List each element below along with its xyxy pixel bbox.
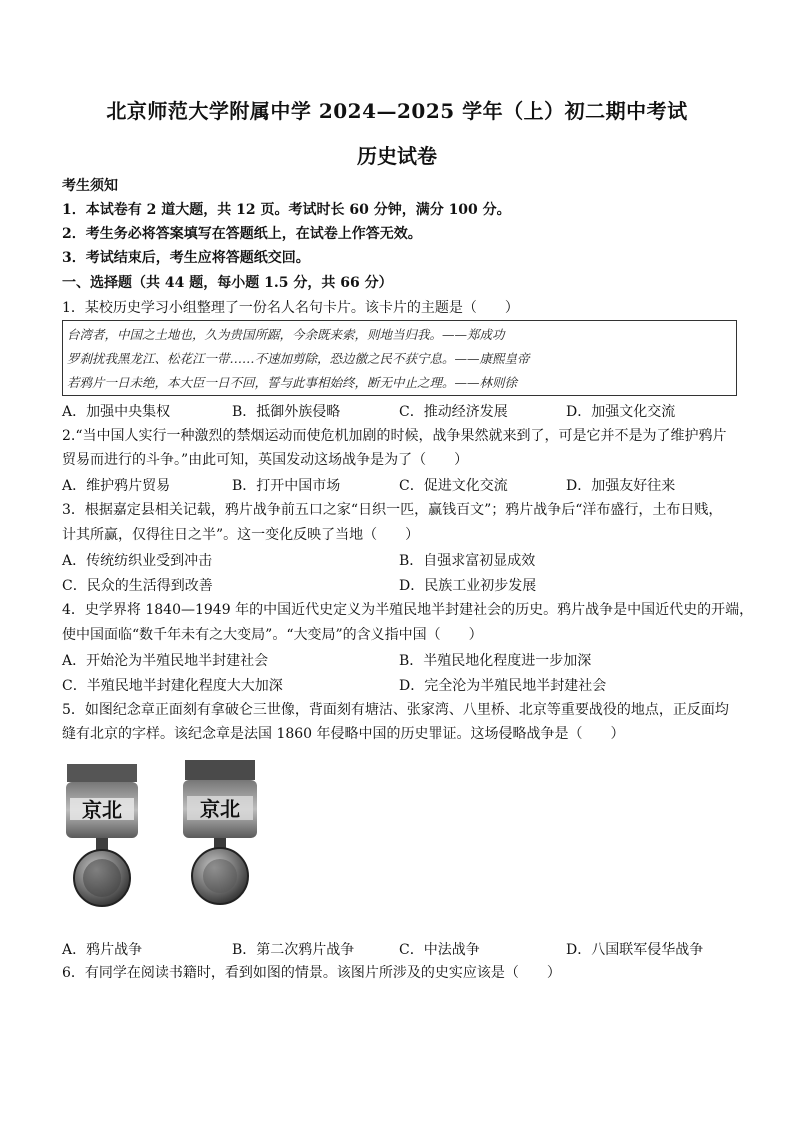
option-d: D．完全沦为半殖民地半封建社会 [399,678,607,694]
notice-item: 2．考生务必将答案填写在答题纸上，在试卷上作答无效。 [62,226,422,242]
question-stem: 缝有北京的字样。该纪念章是法国 1860 年侵略中国的历史罪证。这场侵略战争是（ ） [62,726,625,742]
medal-photo [62,754,272,924]
question-stem: 1．某校历史学习小组整理了一份名人名句卡片。该卡片的主题是（ ） [62,300,519,316]
option-c: C．民众的生活得到改善 [62,578,213,594]
medal-front-text: 京北 [82,798,122,822]
option-a: A．维护鸦片贸易 [62,478,171,494]
question-stem: 使中国面临“数千年未有之大变局”。“大变局”的含义指中国（ ） [62,627,483,643]
option-a: A．传统纺织业受到冲击 [62,553,213,569]
option-b: B．打开中国市场 [232,478,341,494]
option-c: C．半殖民地半封建化程度大大加深 [62,678,283,694]
option-c: C．中法战争 [399,942,480,958]
option-b: B．半殖民地化程度进一步加深 [399,653,592,669]
medal-back [183,760,257,904]
option-b: B．第二次鸦片战争 [232,942,355,958]
option-a: A．鸦片战争 [62,942,143,958]
exam-title: 北京师范大学附属中学 2024—2025 学年（上）初二期中考试 [106,99,688,123]
medal-front [66,764,138,906]
option-d: D．加强友好往来 [566,478,676,494]
question-stem: 贸易而进行的斗争。”由此可知，英国发动这场战争是为了（ ） [62,452,469,468]
question-stem: 4．史学界将 1840—1949 年的中国近代史定义为半殖民地半封建社会的历史。鸦片战争是中国近代史的开端， [62,602,754,618]
quote-line: 罗刹扰我黑龙江、松花江一带……不速加剪除，恐边徼之民不获宁息。——康熙皇帝 [67,351,530,366]
medal-illustration [62,754,272,924]
exam-subtitle: 历史试卷 [357,144,437,168]
notice-heading: 考生须知 [62,178,118,194]
option-d: D．民族工业初步发展 [399,578,537,594]
option-d: D．加强文化交流 [566,404,676,420]
question-stem: 计其所赢，仅得往日之半”。这一变化反映了当地（ ） [62,527,420,543]
option-c: C．推动经济发展 [399,404,508,420]
option-a: A．加强中央集权 [62,404,171,420]
option-b: B．自强求富初显成效 [399,553,536,569]
option-b: B．抵御外族侵略 [232,404,341,420]
option-d: D．八国联军侵华战争 [566,942,704,958]
question-stem: 2.“当中国人实行一种激烈的禁烟运动而使危机加剧的时候，战争果然就来到了，可是它并不是为了维护鸦片 [62,428,727,444]
option-a: A．开始沦为半殖民地半封建社会 [62,653,269,669]
question-stem: 6．有同学在阅读书籍时，看到如图的情景。该图片所涉及的史实应该是（ ） [62,965,561,981]
section-heading: 一、选择题（共 44 题，每小题 1.5 分，共 66 分） [62,275,393,291]
question-stem: 5．如图纪念章正面刻有拿破仑三世像，背面刻有塘沽、张家湾、八里桥、北京等重要战役的地点，正反面均 [62,702,729,718]
notice-item: 3．考试结束后，考生应将答题纸交回。 [62,250,310,266]
quote-card [62,320,737,396]
quote-line: 台湾者，中国之土地也，久为贵国所踞，今余既来索，则地当归我。——郑成功 [67,327,505,342]
question-stem: 3．根据嘉定县相关记载，鸦片战争前五口之家“日织一匹，赢钱百文”；鸦片战争后“洋布盛行，土布日贱， [62,502,723,518]
quote-line: 若鸦片一日未绝，本大臣一日不回，誓与此事相始终，断无中止之理。——林则徐 [67,375,518,390]
option-c: C．促进文化交流 [399,478,508,494]
medal-back-text: 京北 [200,797,240,821]
notice-item: 1．本试卷有 2 道大题，共 12 页。考试时长 60 分钟，满分 100 分。 [62,202,511,218]
